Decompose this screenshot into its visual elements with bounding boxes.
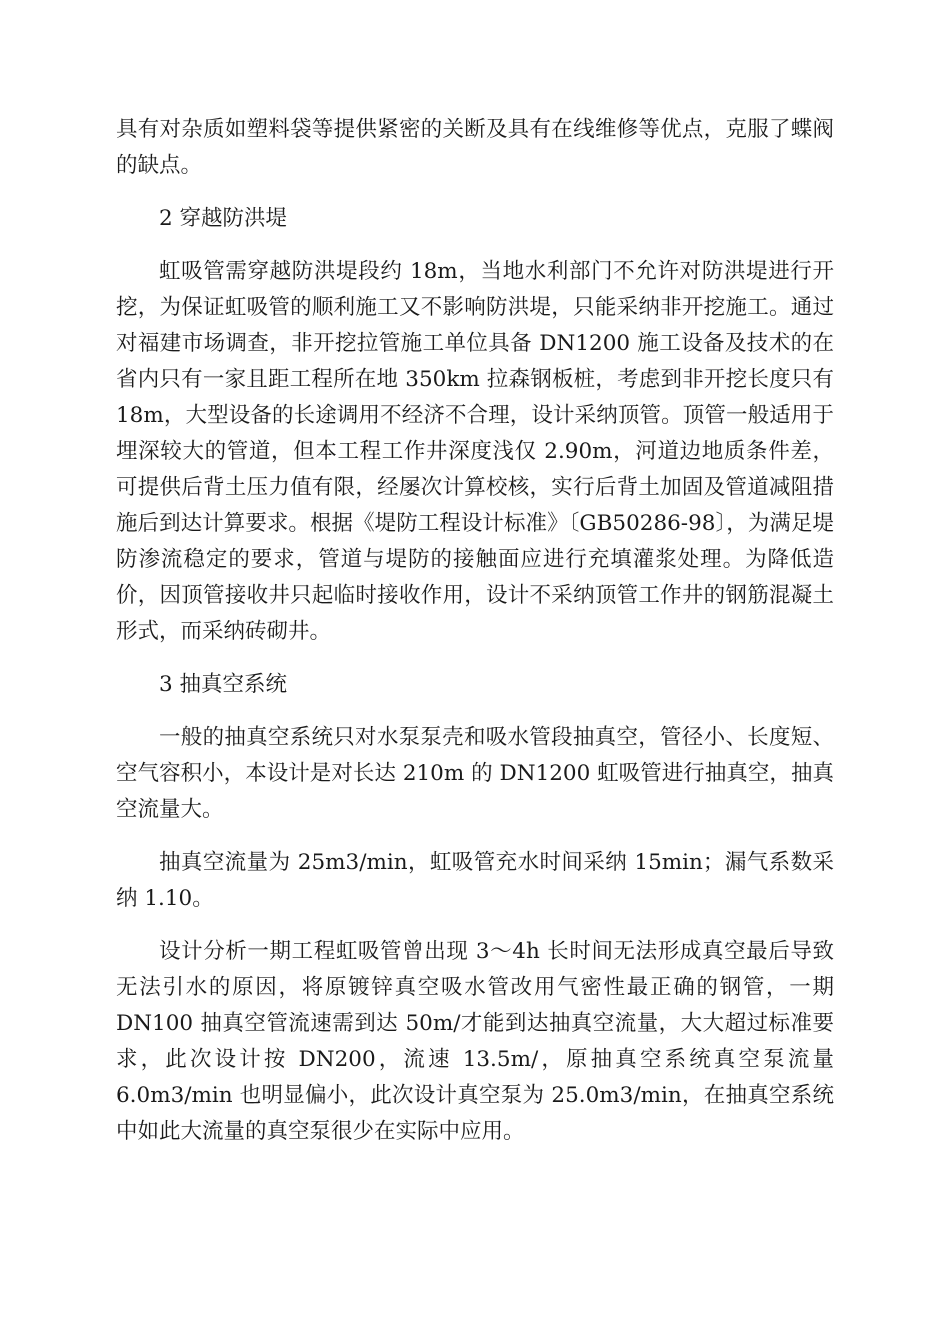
paragraph-vacuum-design-analysis: 设计分析一期工程虹吸管曾出现 3～4h 长时间无法形成真空最后导致无法引水的原因，将原镀锌真空吸水管改用气密性最正确的钢管，一期 DN100 抽真空管流速需到达 50m/才能到达抽真空流量，大大超过标准要求，此次设计按 DN200，流速 13.5m/，原抽真空系统真空泵流量 6.0m3/min 也明显偏小，此次设计真空泵为 25.0m3/min，在抽真空系统中如此大流量的真空泵很少在实际中应用。 <box>116 939 834 1144</box>
paragraph-vacuum-flow: 抽真空流量为 25m3/min，虹吸管充水时间采纳 15min；漏气系数采纳 1.10。 <box>116 850 834 911</box>
section-heading-flood-levee: 2 穿越防洪堤 <box>159 206 288 231</box>
paragraph-butterfly-valve-continuation: 具有对杂质如塑料袋等提供紧密的关断及具有在线维修等优点，克服了蝶阀的缺点。 <box>116 117 834 178</box>
section-heading-vacuum-system: 3 抽真空系统 <box>159 672 288 697</box>
paragraph-vacuum-general: 一般的抽真空系统只对水泵泵壳和吸水管段抽真空，管径小、长度短、空气容积小，本设计是对长达 210m 的 DN1200 虹吸管进行抽真空，抽真空流量大。 <box>116 725 834 822</box>
document-page <box>116 112 834 1150</box>
paragraph-flood-levee: 虹吸管需穿越防洪堤段约 18m，当地水利部门不允许对防洪堤进行开挖，为保证虹吸管的顺利施工又不影响防洪堤，只能采纳非开挖施工。通过对福建市场调查，非开挖拉管施工单位具备 DN1200 施工设备及技术的在省内只有一家且距工程所在地 350km 拉森钢板桩，考虑到非开挖长度只有 18m，大型设备的长途调用不经济不合理，设计采纳顶管。顶管一般适用于埋深较大的管道，但本工程工作井深度浅仅 2.90m，河道边地质条件差，可提供后背土压力值有限，经屡次计算校核，实行后背土加固及管道减阻措施后到达计算要求。根据《堤防工程设计标准》〔GB50286-98〕，为满足堤防渗流稳定的要求，管道与堤防的接触面应进行充填灌浆处理。为降低造价，因顶管接收井只起临时接收作用，设计不采纳顶管工作井的钢筋混凝土形式，而采纳砖砌井。 <box>116 259 834 644</box>
